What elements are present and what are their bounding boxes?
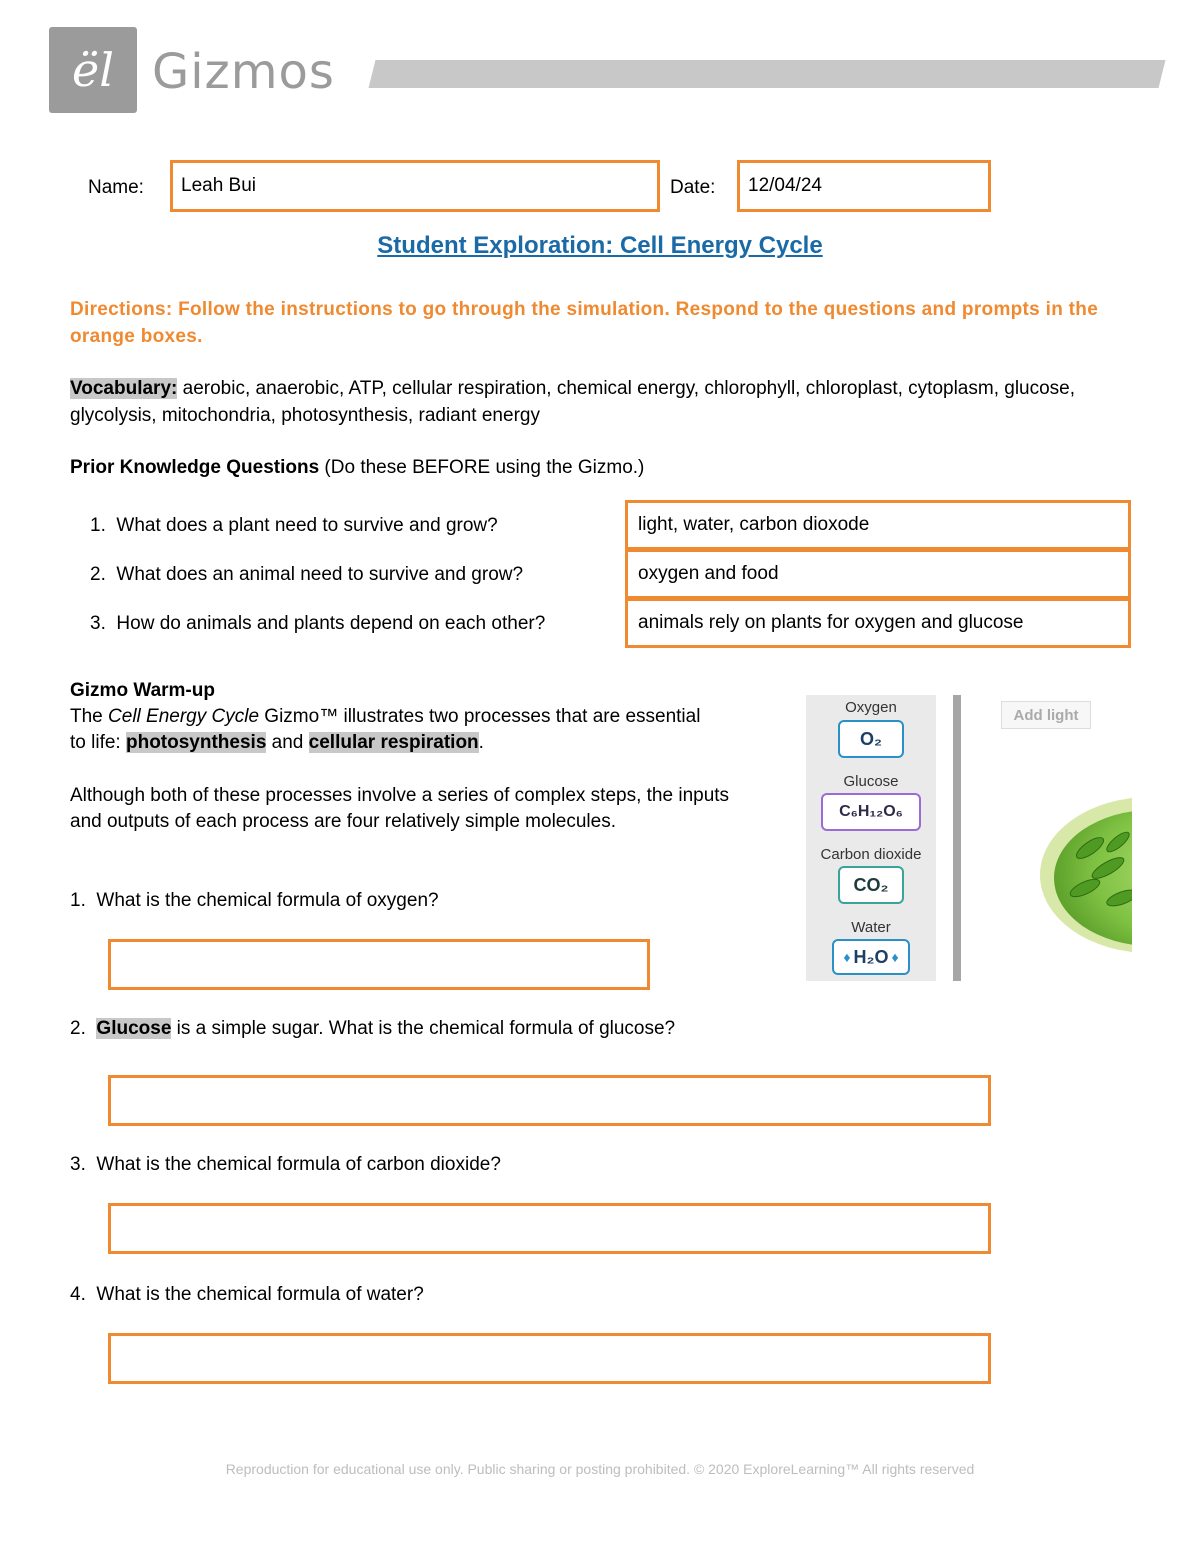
chloroplast-illustration	[1030, 790, 1132, 960]
answer-box-water[interactable]	[108, 1333, 991, 1384]
formula-carbon-dioxide: CO₂	[853, 874, 889, 895]
water-molecule-button[interactable]	[832, 939, 910, 975]
warmup-question-4	[70, 1284, 424, 1306]
answer-text: animals rely on plants for oxygen and glucose	[638, 612, 1024, 633]
molecule-label-water: Water	[851, 919, 891, 936]
panel-divider	[953, 695, 961, 981]
answer-text: oxygen and food	[638, 563, 779, 584]
pk-question-2	[90, 564, 523, 586]
prior-knowledge-note: (Do these BEFORE using the Gizmo.)	[319, 457, 645, 478]
term-cellular-respiration: cellular respiration	[308, 732, 479, 753]
p1-italic: Cell Energy Cycle	[108, 706, 260, 727]
pk-question-1	[90, 515, 498, 537]
question-number: 3.	[70, 1154, 86, 1175]
molecule-label-glucose: Glucose	[843, 773, 899, 790]
name-field[interactable]	[170, 160, 660, 212]
droplet-icon: ♦	[891, 949, 899, 965]
warmup-question-2	[70, 1018, 675, 1040]
molecule-label-oxygen: Oxygen	[845, 699, 897, 716]
question-number: 1.	[90, 515, 106, 536]
term-photosynthesis: photosynthesis	[125, 732, 267, 753]
question-text: What does a plant need to survive and grow?	[116, 515, 498, 536]
add-light-button[interactable]: Add light	[1001, 701, 1091, 729]
warmup-question-1	[70, 890, 439, 912]
question-number: 1.	[70, 890, 86, 911]
vocabulary-label: Vocabulary:	[70, 378, 178, 399]
explorelearning-logo	[49, 27, 137, 113]
warmup-paragraph-1	[70, 704, 720, 756]
warmup-paragraph-2: Although both of these processes involve a series of complex steps, the inputs and outputs of each process are four relatively simple molecules.	[70, 785, 730, 832]
logo-glyph: ël	[72, 43, 114, 97]
warmup-question-3	[70, 1154, 501, 1176]
carbon-dioxide-molecule-button[interactable]	[838, 866, 904, 904]
warmup-title-text: Gizmo Warm-up	[70, 680, 215, 701]
date-field[interactable]	[737, 160, 991, 212]
p1-b: Gizmo™ illustrates two processes that are essential to life:	[70, 706, 701, 753]
question-text: What is the chemical formula of water?	[96, 1284, 424, 1305]
question-number: 4.	[70, 1284, 86, 1305]
formula-glucose: C₆H₁₂O₆	[839, 803, 903, 820]
warmup-title	[70, 678, 750, 704]
warmup-section	[70, 678, 750, 835]
question-text: How do animals and plants depend on each other?	[116, 613, 546, 634]
header-bar	[369, 60, 1166, 88]
gizmos-brand: Gizmos	[152, 44, 335, 100]
glucose-molecule-button[interactable]	[821, 793, 921, 831]
formula-water: H₂O	[853, 946, 889, 967]
date-value: 12/04/24	[748, 175, 822, 196]
oxygen-molecule-button[interactable]	[838, 720, 904, 758]
answer-text: light, water, carbon dioxode	[638, 514, 870, 535]
question-number: 3.	[90, 613, 106, 634]
prior-knowledge-heading	[70, 457, 644, 479]
formula-oxygen: O₂	[860, 728, 882, 749]
gizmo-molecule-panel	[806, 695, 936, 981]
footer-copyright: Reproduction for educational use only. Public sharing or posting prohibited. © 2020 ExploreLearning™ All rights reserved	[225, 1461, 975, 1477]
p1-a: The	[70, 706, 109, 727]
p1-and: and	[266, 732, 309, 753]
answer-box-oxygen[interactable]	[108, 939, 650, 990]
question-text: What is the chemical formula of oxygen?	[96, 890, 439, 911]
prior-knowledge-title: Prior Knowledge Questions	[70, 457, 320, 478]
pk-answer-1[interactable]	[625, 500, 1131, 550]
pk-answer-3[interactable]	[625, 598, 1131, 648]
droplet-icon: ♦	[843, 949, 851, 965]
answer-box-glucose[interactable]	[108, 1075, 991, 1126]
pk-answer-2[interactable]	[625, 549, 1131, 599]
page-title: Student Exploration: Cell Energy Cycle	[377, 232, 823, 259]
pk-question-3	[90, 613, 545, 635]
name-label: Name:	[88, 177, 144, 198]
question-number: 2.	[70, 1018, 86, 1039]
molecule-label-carbon-dioxide: Carbon dioxide	[820, 846, 922, 863]
vocabulary	[70, 375, 1140, 429]
answer-box-carbon-dioxide[interactable]	[108, 1203, 991, 1254]
directions: Directions: Follow the instructions to go through the simulation. Respond to the questions and prompts in the orange boxes.	[70, 299, 1099, 347]
date-label: Date:	[670, 177, 716, 198]
question-text: is a simple sugar. What is the chemical formula of glucose?	[171, 1018, 676, 1039]
vocabulary-terms: aerobic, anaerobic, ATP, cellular respiration, chemical energy, chlorophyll, chloroplast, cytoplasm, glucose, glycolysis, mitochondria, photosynthesis, radiant energy	[70, 378, 1076, 426]
p1-end: .	[478, 732, 484, 753]
term-glucose: Glucose	[96, 1018, 172, 1039]
question-text: What is the chemical formula of carbon dioxide?	[96, 1154, 501, 1175]
question-text: What does an animal need to survive and grow?	[116, 564, 524, 585]
question-number: 2.	[90, 564, 106, 585]
name-value: Leah Bui	[181, 175, 257, 196]
